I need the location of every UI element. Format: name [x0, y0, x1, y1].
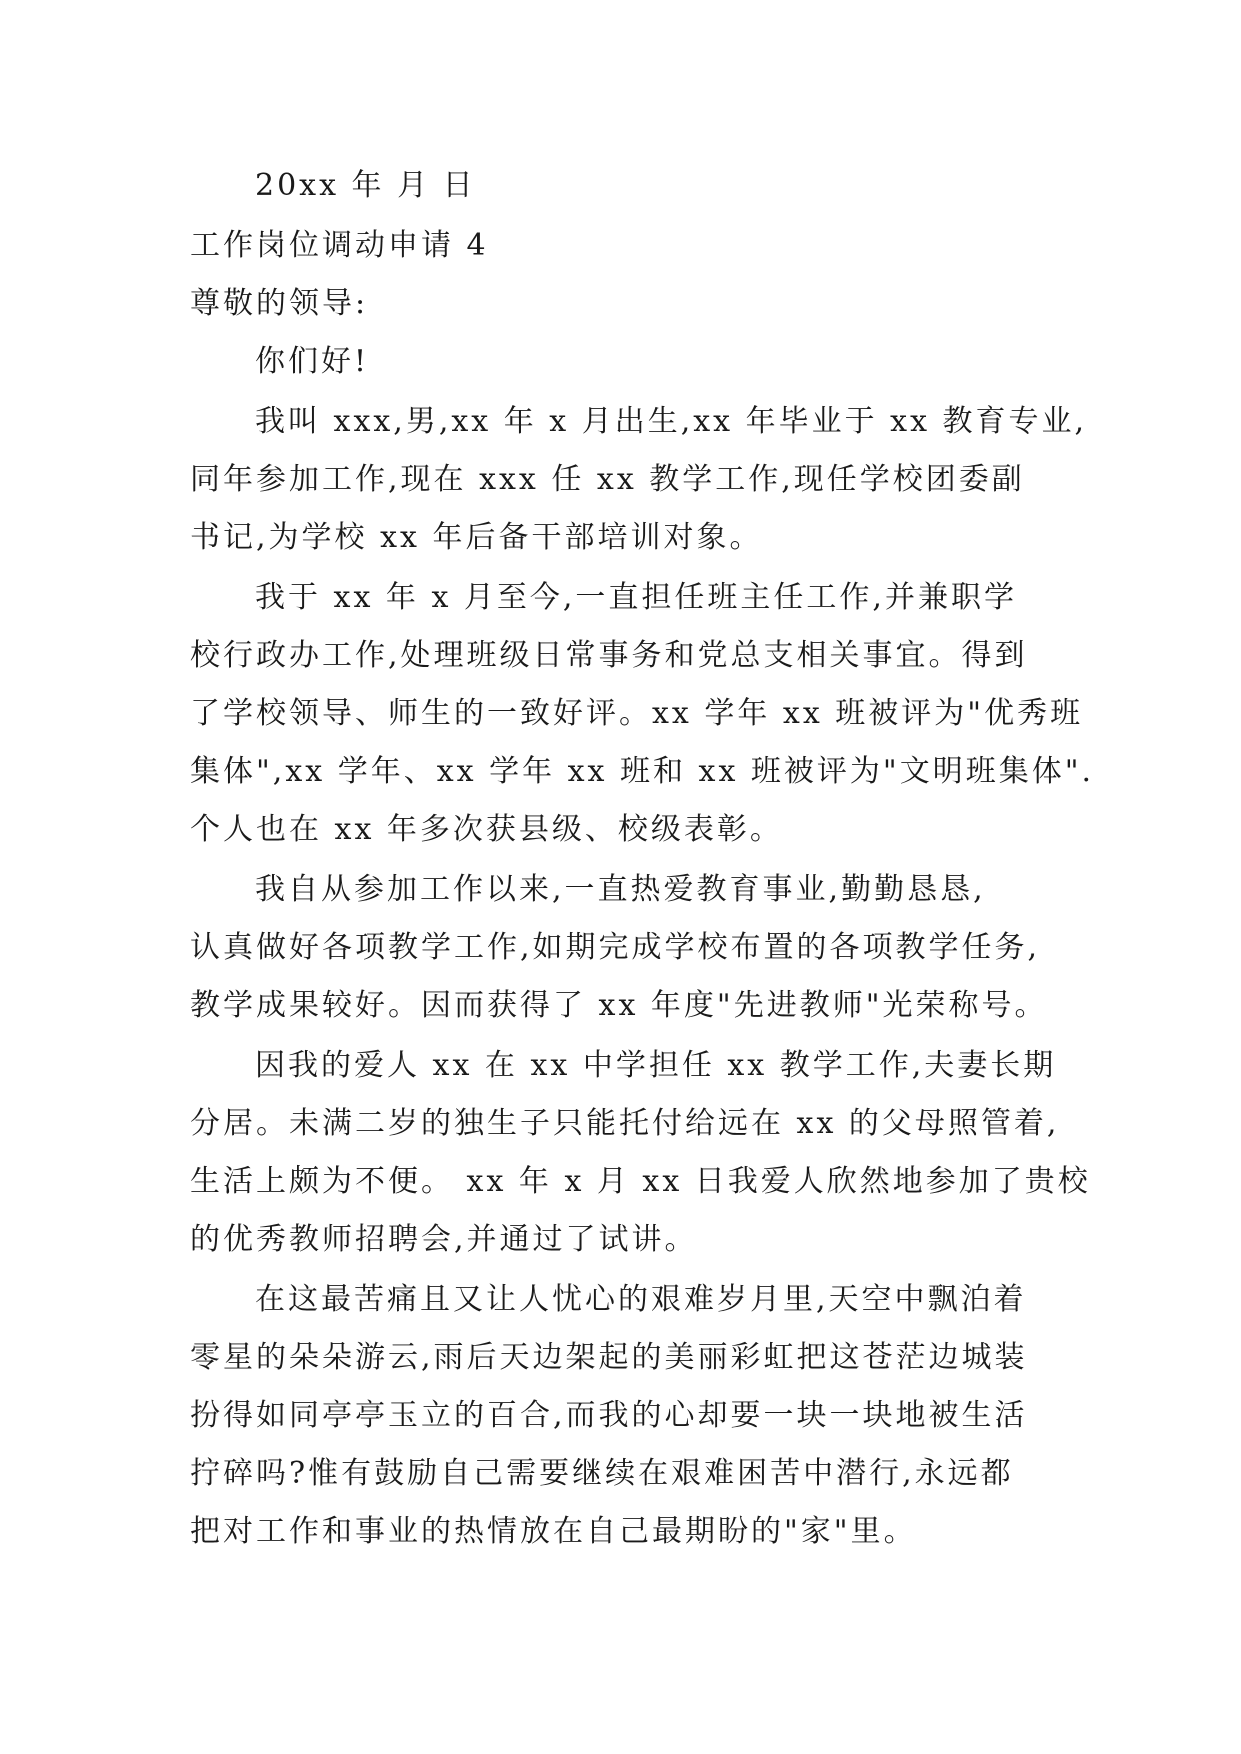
paragraph-4-line: 分居。未满二岁的独生子只能托付给远在 xx 的父母照管着,	[190, 1106, 1060, 1141]
paragraph-4-line: 生活上颇为不便。 xx 年 x 月 xx 日我爱人欣然地参加了贵校	[190, 1164, 1091, 1199]
greeting: 你们好!	[255, 344, 370, 379]
paragraph-2-line: 校行政办工作,处理班级日常事务和党总支相关事宜。得到	[190, 638, 1028, 673]
paragraph-2-line: 了学校领导、师生的一致好评。xx 学年 xx 班被评为"优秀班	[190, 696, 1084, 731]
paragraph-5-line: 把对工作和事业的热情放在自己最期盼的"家"里。	[190, 1514, 917, 1549]
paragraph-1-line: 书记,为学校 xx 年后备干部培训对象。	[190, 520, 763, 555]
paragraph-4-line: 的优秀教师招聘会,并通过了试讲。	[190, 1222, 698, 1257]
paragraph-2-line: 我于 xx 年 x 月至今,一直担任班主任工作,并兼职学	[255, 580, 1017, 615]
paragraph-2-line: 集体",xx 学年、xx 学年 xx 班和 xx 班被评为"文明班集体".	[190, 754, 1095, 789]
salutation: 尊敬的领导:	[190, 286, 369, 321]
paragraph-5-line: 扮得如同亭亭玉立的百合,而我的心却要一块一块地被生活	[190, 1398, 1028, 1433]
date-line: 20xx 年 月 日	[255, 168, 476, 203]
paragraph-4-line: 因我的爱人 xx 在 xx 中学担任 xx 教学工作,夫妻长期	[255, 1048, 1057, 1083]
paragraph-3-line: 认真做好各项教学工作,如期完成学校布置的各项教学任务,	[190, 930, 1041, 965]
paragraph-5-line: 零星的朵朵游云,雨后天边架起的美丽彩虹把这苍茫边城装	[190, 1340, 1028, 1375]
paragraph-1-line: 我叫 xxx,男,xx 年 x 月出生,xx 年毕业于 xx 教育专业,	[255, 404, 1088, 439]
document-title: 工作岗位调动申请 4	[190, 228, 489, 263]
paragraph-3-line: 教学成果较好。因而获得了 xx 年度"先进教师"光荣称号。	[190, 988, 1048, 1023]
paragraph-1-line: 同年参加工作,现在 xxx 任 xx 教学工作,现任学校团委副	[190, 462, 1025, 497]
paragraph-2-line: 个人也在 xx 年多次获县级、校级表彰。	[190, 812, 783, 847]
paragraph-5-line: 拧碎吗?惟有鼓励自己需要继续在艰难困苦中潜行,永远都	[190, 1456, 1014, 1491]
paragraph-3-line: 我自从参加工作以来,一直热爱教育事业,勤勤恳恳,	[255, 872, 986, 907]
paragraph-5-line: 在这最苦痛且又让人忧心的艰难岁月里,天空中飘泊着	[255, 1282, 1027, 1317]
